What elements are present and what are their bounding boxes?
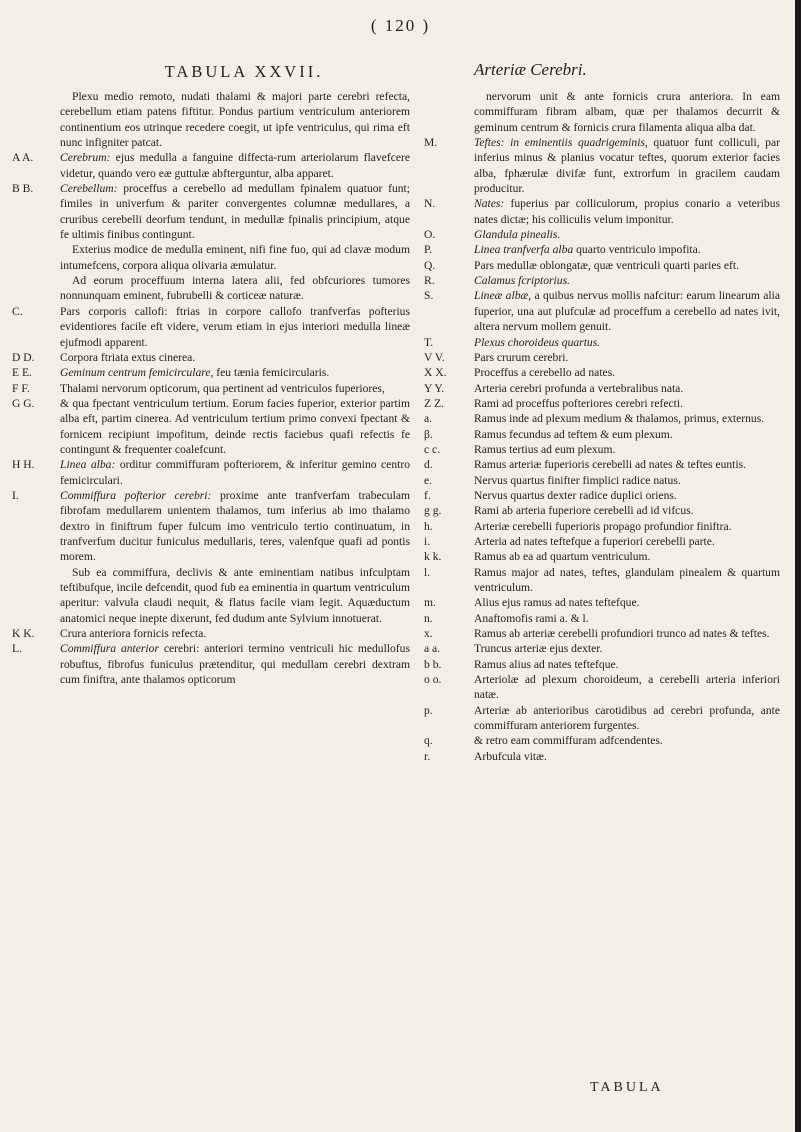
entry-body: Truncus arteriæ ejus dexter. xyxy=(474,642,603,656)
entry-key: b b. xyxy=(424,657,442,671)
page-edge xyxy=(795,0,801,1132)
entry-text xyxy=(474,381,780,396)
entry-text xyxy=(474,595,780,610)
entry-key: m. xyxy=(424,596,436,610)
entry-text xyxy=(474,641,780,656)
entry-body: quarto ventriculo impofita. xyxy=(576,243,701,257)
entry-key: Q. xyxy=(424,258,436,272)
right_column-entry xyxy=(424,273,780,288)
entry-key: K K. xyxy=(12,627,35,641)
entry-body: Arteria ad nates teftefque a fuperiori cerebelli parte. xyxy=(474,534,715,548)
entry-body: Ramus tertius ad eum plexum. xyxy=(474,442,616,456)
left_column-entry xyxy=(12,396,410,457)
entry-key: N. xyxy=(424,197,436,211)
entry-body: a quibus nervus mollis nafcitur: earum linearum alia fuperior, una aut plufculæ ad proceffum a cerebello ad nates ivit, altera nervum mollem genuit. xyxy=(474,289,780,334)
entry-key: H H. xyxy=(12,458,35,472)
entry-text xyxy=(474,488,780,503)
entry-key: O. xyxy=(424,228,436,242)
entry-text xyxy=(474,273,780,288)
entry-body: fuperius par colliculorum, propius conario a veteribus nates dictæ; his colliculis velum imponitur. xyxy=(474,197,780,226)
entry-key: x. xyxy=(424,627,433,641)
entry-text xyxy=(474,242,780,257)
entry-body: Arteriæ cerebelli fuperioris propago profundior finiftra. xyxy=(474,519,732,533)
entry-key: q. xyxy=(424,734,433,748)
entry-text xyxy=(474,611,780,626)
entry-text xyxy=(60,457,410,488)
entry-text xyxy=(474,534,780,549)
entry-key: M. xyxy=(424,136,438,150)
entry-key: k k. xyxy=(424,550,442,564)
entry-key: V V. xyxy=(424,350,445,364)
right_column-entry xyxy=(424,749,780,764)
entry-term: Linea alba: xyxy=(60,458,116,472)
entry-body: cerebri: anteriori termino ventriculi hic medullofus robuftus, fibrofus funiculus prætenditur, qui medullam cerebri dextram cum finiftra, ante thalamos opticorum xyxy=(60,642,410,687)
entry-text xyxy=(60,641,410,687)
right_column-entry xyxy=(424,595,780,610)
entry-text xyxy=(474,227,780,242)
entry-body: Arteria cerebri profunda a vertebralibus nata. xyxy=(474,381,684,395)
right_column-entry xyxy=(424,473,780,488)
entry-body: proceffus a cerebello ad medullam fpinalem quatuor funt; fimiles in univerfum & pariter convergentes columnæ medullares, a cruribus cerebelli deorfum tendunt, in medullæ fpinalis principium, atque fe ultimis finibus contingunt. xyxy=(60,182,410,242)
right_column-entry xyxy=(424,135,780,196)
entry-key: A A. xyxy=(12,151,34,165)
entry-text xyxy=(474,365,780,380)
entry-body: orditur commiffuram pofteriorem, & inferitur gemino centro femicirculari. xyxy=(60,458,411,487)
entry-key: o o. xyxy=(424,673,442,687)
right_column-entry xyxy=(424,288,780,334)
entry-text xyxy=(474,626,780,641)
entry-key: B B. xyxy=(12,182,34,196)
entry-text xyxy=(60,626,410,641)
entry-key: S. xyxy=(424,289,434,303)
right_column-entry xyxy=(424,427,780,442)
entry-key: R. xyxy=(424,274,435,288)
entry-body: Alius ejus ramus ad nates teftefque. xyxy=(474,596,640,610)
right_column-entry xyxy=(424,519,780,534)
entry-text xyxy=(474,565,780,596)
entry-text xyxy=(60,89,410,150)
entry-text xyxy=(474,549,780,564)
entry-term: Plexus choroideus quartus. xyxy=(474,335,601,349)
entry-body: quatuor funt colliculi, par inferius minus & planius vocatur teftes, quorum exterior facies alba, fphærulæ divifæ funt, extrorfum in gracilem caudam producitur. xyxy=(474,136,780,196)
entry-text xyxy=(474,427,780,442)
entry-text xyxy=(474,503,780,518)
left_column-entry xyxy=(12,365,410,380)
entry-term: Lineæ albæ, xyxy=(474,289,532,303)
entry-body: & qua fpectant ventriculum tertium. Eorum facies fuperior, exterior partim alba eft, partim cinerea. Ad ventriculum tertium primo convexi fpectant & fornicem recipiunt impofitum, deinde rectis faciebus quafi refectis fe contingunt & frequenter coalefcunt. xyxy=(60,396,410,456)
right-column xyxy=(424,89,780,764)
entry-key: L. xyxy=(12,642,22,656)
right_column-entry xyxy=(424,365,780,380)
entry-body: Ramus arteriæ fuperioris cerebelli ad nates & teftes euntis. xyxy=(474,458,747,472)
entry-body: Crura anteriora fornicis refecta. xyxy=(60,627,207,641)
right_column-entry xyxy=(424,442,780,457)
entry-key: D D. xyxy=(12,350,35,364)
left_column-entry xyxy=(12,457,410,488)
entry-text xyxy=(60,488,410,565)
entry-term: Glandula pinealis. xyxy=(474,228,561,242)
left_column-entry xyxy=(12,181,410,242)
right_column-entry xyxy=(424,641,780,656)
entry-text xyxy=(474,196,780,227)
entry-body: nervorum unit & ante fornicis crura anteriora. In eam commiffuram fibram albam, quæ per thalamos decurrit & geminum centrum & fornicis crura filamenta aliqua alba dat. xyxy=(474,90,780,134)
section-title: Arteriæ Cerebri. xyxy=(474,60,587,79)
entry-text xyxy=(474,411,780,426)
entry-key: d. xyxy=(424,458,433,472)
entry-text xyxy=(474,89,780,135)
entry-text xyxy=(474,733,780,748)
entry-body: Ramus ab ea ad quartum ventriculum. xyxy=(474,550,651,564)
entry-term: Commiffura pofterior cerebri: xyxy=(60,488,212,502)
entry-text xyxy=(474,657,780,672)
entry-text xyxy=(474,457,780,472)
entry-text xyxy=(60,565,410,626)
right_column-entry xyxy=(424,503,780,518)
right_column-entry xyxy=(424,335,780,350)
left-column xyxy=(12,89,410,687)
entry-key: p. xyxy=(424,703,433,717)
entry-body: Arteriæ ab anterioribus carotidibus ad cerebri profunda, ante commiffuram anteriorem furgentes. xyxy=(474,703,780,733)
entry-text xyxy=(60,242,410,273)
plate-title: TABULA XXVII. xyxy=(164,62,324,81)
entry-key: β. xyxy=(424,427,433,441)
entry-key: F F. xyxy=(12,381,30,395)
left_column-entry xyxy=(12,641,410,687)
entry-text xyxy=(60,350,410,365)
entry-text xyxy=(474,442,780,457)
right_column-entry xyxy=(424,350,780,365)
entry-body: Ramus fecundus ad teftem & eum plexum. xyxy=(474,427,673,441)
entry-key xyxy=(12,89,60,150)
entry-term: Calamus fcriptorius. xyxy=(474,274,570,288)
entry-body: Rami ab arteria fuperiore cerebelli ad id vifcus. xyxy=(474,504,694,518)
entry-key: l. xyxy=(424,565,431,579)
entry-key: f. xyxy=(424,488,431,502)
entry-text xyxy=(474,703,780,734)
entry-body: Rami ad proceffus pofteriores cerebri refecti. xyxy=(474,396,684,410)
right_column-entry xyxy=(424,657,780,672)
entry-text xyxy=(474,288,780,334)
entry-key xyxy=(12,273,60,304)
entry-body: Ramus alius ad nates teftefque. xyxy=(474,657,619,671)
left_column-entry xyxy=(12,565,410,626)
entry-text xyxy=(60,396,410,457)
entry-key xyxy=(12,565,60,626)
right_column-entry xyxy=(424,227,780,242)
right_column-entry xyxy=(424,565,780,596)
entry-key: c c. xyxy=(424,442,441,456)
entry-key: X X. xyxy=(424,366,447,380)
right_column-entry xyxy=(424,703,780,734)
entry-key xyxy=(424,89,474,135)
right_column-entry xyxy=(424,549,780,564)
right_column-entry xyxy=(424,488,780,503)
entry-body: Arbufcula vitæ. xyxy=(474,749,547,763)
right_column-entry xyxy=(424,411,780,426)
page-number: ( 120 ) xyxy=(370,16,431,35)
right_column-entry xyxy=(424,258,780,273)
entry-body: Arteriolæ ad plexum choroideum, a cerebelli arteria inferiori natæ. xyxy=(474,673,780,702)
right_column-entry xyxy=(424,396,780,411)
left_column-entry xyxy=(12,626,410,641)
entry-term: Cerebellum: xyxy=(60,182,118,196)
entry-text xyxy=(60,150,410,181)
entry-text xyxy=(60,304,410,350)
entry-text xyxy=(60,365,410,380)
left_column-entry xyxy=(12,242,410,273)
entry-text xyxy=(474,258,780,273)
right_column-entry xyxy=(424,457,780,472)
left_column-entry xyxy=(12,381,410,396)
right_column-entry xyxy=(424,672,780,703)
entry-key: g g. xyxy=(424,504,442,518)
entry-term: Geminum centrum femicirculare, xyxy=(60,366,214,380)
entry-term: Nates: xyxy=(474,197,505,211)
entry-term: Linea tranfverfa alba xyxy=(474,243,574,257)
entry-text xyxy=(474,749,780,764)
entry-key: P. xyxy=(424,243,433,257)
entry-body: Corpora ftriata extus cinerea. xyxy=(60,350,196,364)
entry-body: Nervus quartus finifter fimplici radice natus. xyxy=(474,473,681,487)
entry-body: Plexu medio remoto, nudati thalami & majori parte cerebri refecta, cerebellum etiam patens fiftitur. Pondus partium ventriculum anteriorem continentium eos utrinque recedere coegit, ut ipfe ventriculus, qui rima eft nunc infigniter patcat. xyxy=(60,90,410,150)
entry-term: Cerebrum: xyxy=(60,151,111,165)
entry-body: Anaftomofis rami a. & l. xyxy=(474,611,589,625)
entry-key: Z Z. xyxy=(424,396,444,410)
catchword: TABULA xyxy=(590,1080,664,1095)
entry-text xyxy=(474,350,780,365)
entry-key: e. xyxy=(424,473,433,487)
entry-body: Pars corporis callofi: ftrias in corpore callofo tranfverfas pofterius evidentiores facile eft videre, verum etiam in ejus interiori medulla lineæ ejufmodi apparent. xyxy=(60,304,410,349)
entry-body: ejus medulla a fanguine diffecta-rum arteriolarum flavefcere videtur, quando vero eæ guttulæ abfterguntur, alba apparet. xyxy=(60,151,410,180)
entry-text xyxy=(474,473,780,488)
right_column-entry xyxy=(424,626,780,641)
entry-key: a a. xyxy=(424,642,441,656)
left_column-entry xyxy=(12,488,410,565)
entry-key: n. xyxy=(424,611,433,625)
entry-body: Pars medullæ oblongatæ, quæ ventriculi quarti paries eft. xyxy=(474,258,739,272)
entry-text xyxy=(474,519,780,534)
right_column-entry xyxy=(424,196,780,227)
entry-text xyxy=(60,381,410,396)
entry-key: h. xyxy=(424,519,433,533)
right_column-entry xyxy=(424,733,780,748)
entry-body: Proceffus a cerebello ad nates. xyxy=(474,366,616,380)
entry-key: Y Y. xyxy=(424,381,445,395)
entry-key: I. xyxy=(12,488,19,502)
right_column-entry xyxy=(424,89,780,135)
entry-body: Pars crurum cerebri. xyxy=(474,350,569,364)
left_column-entry xyxy=(12,304,410,350)
entry-body: Ramus inde ad plexum medium & thalamos, primus, externus. xyxy=(474,412,765,426)
entry-body: Ramus major ad nates, teftes, glandulam pinealem & quartum ventriculum. xyxy=(474,565,780,594)
right_column-entry xyxy=(424,534,780,549)
entry-key: G G. xyxy=(12,396,35,410)
left_column-entry xyxy=(12,89,410,150)
entry-text xyxy=(474,672,780,703)
entry-body: & retro eam commiffuram adfcendentes. xyxy=(474,734,663,748)
entry-body: Ramus ab arteriæ cerebelli profundiori trunco ad nates & teftes. xyxy=(474,627,770,641)
entry-body: proxime ante tranfverfam trabeculam fibrofam medullarem unientem thalamos, tum inferius ab imo thalamo dextro in finiftrum fuper fulcum imo ventriculo tertio continuatum, in tranfverfum ducitur funiculus medullaris, teres, valenfque quafi ad pontis morem. xyxy=(60,488,410,564)
entry-key: a. xyxy=(424,412,433,426)
entry-text xyxy=(60,273,410,304)
entry-key: i. xyxy=(424,534,431,548)
entry-body: feu tænia femicircularis. xyxy=(216,366,330,380)
left_column-entry xyxy=(12,350,410,365)
entry-term: Teftes: in eminentiis quadrigeminis, xyxy=(474,136,648,150)
entry-text xyxy=(474,135,780,196)
entry-body: Ad eorum proceffuum interna latera alii, fed obfcuriores tumores nonnunquam eminent, fubrubelli & corticeæ naturæ. xyxy=(60,274,410,303)
entry-key: E E. xyxy=(12,366,32,380)
entry-key: T. xyxy=(424,335,434,349)
entry-body: Sub ea commiffura, declivis & ante eminentiam natibus infculptam teftibufque, incile defcendit, quod fub ea eminentia in quartum ventriculum aperitur: valvula claudi nequit, & flatus facile viam legit. Aquæductum anatomici neque inepte dixerunt, fed dudum ante Sylvium innotuerat. xyxy=(60,565,410,625)
entry-key: r. xyxy=(424,749,431,763)
entry-key xyxy=(12,242,60,273)
entry-body: Exterius modice de medulla eminent, nifi fine fuo, qui ad clavæ modum intumefcens, corpora aliqua olivaria æmulatur. xyxy=(60,243,410,272)
left_column-entry xyxy=(12,273,410,304)
right_column-entry xyxy=(424,242,780,257)
entry-body: Thalami nervorum opticorum, qua pertinent ad ventriculos fuperiores, xyxy=(60,381,385,395)
entry-text xyxy=(60,181,410,242)
entry-text xyxy=(474,396,780,411)
entry-term: Commiffura anterior xyxy=(60,642,159,656)
entry-key: C. xyxy=(12,304,23,318)
right_column-entry xyxy=(424,381,780,396)
right_column-entry xyxy=(424,611,780,626)
left_column-entry xyxy=(12,150,410,181)
entry-text xyxy=(474,335,780,350)
entry-body: Nervus quartus dexter radice duplici oriens. xyxy=(474,488,677,502)
